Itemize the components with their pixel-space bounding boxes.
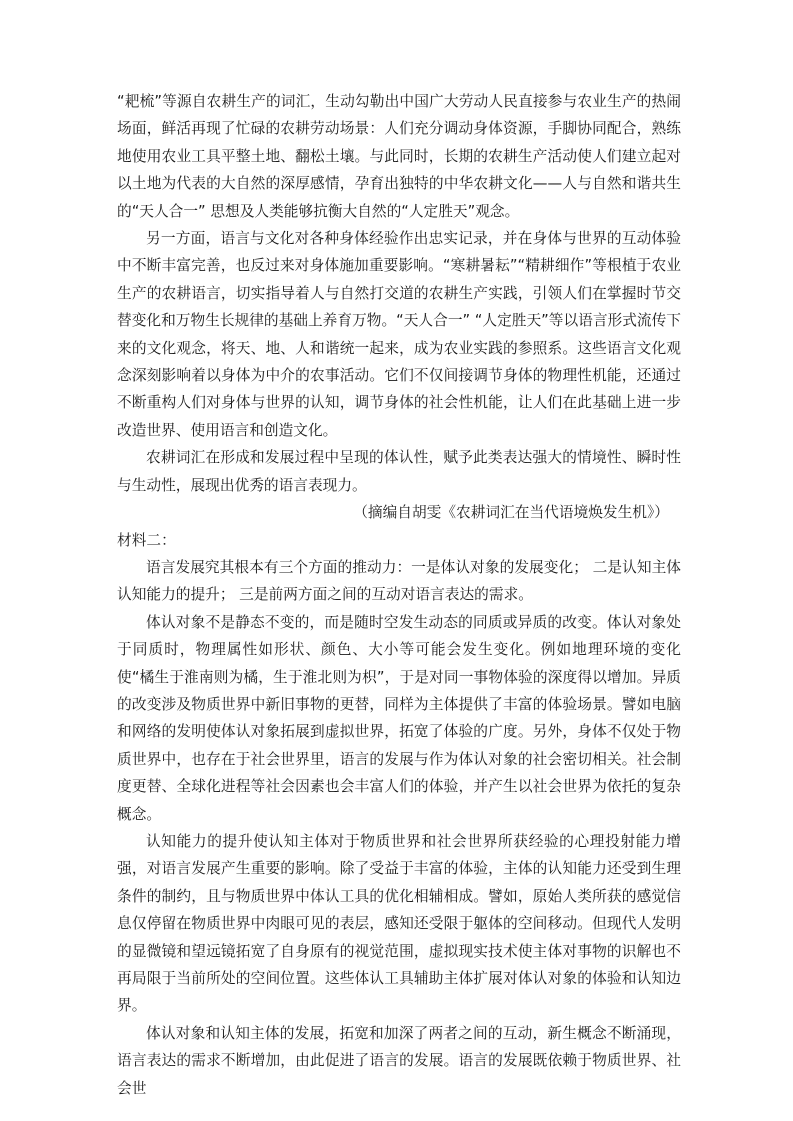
paragraph-object-change: 体认对象不是静态不变的，而是随时空发生动态的同质或异质的改变。体认对象处于同质时，物理属性如形状、颜色、大小等可能会发生变化。例如地理环境的变化使“橘生于淮南则为橘，生于淮北则为枳”，于是对同一事物体验的深度得以增加。异质的改变涉及物质世界中新旧事物的更替，同样为主体提供了丰富的体验场景。譬如电脑和网络的发明使体认对象拓展到虚拟世界，拓宽了体验的广度。另外，身体不仅处于物质世界中，也存在于社会世界里，语言的发展与作为体认对象的社会密切相关。社会制度更替、全球化进程等社会因素也会丰富人们的体验，并产生以社会世界为依托的复杂概念。: [117, 613, 681, 823]
paragraph-language-culture: 另一方面，语言与文化对各种身体经验作出忠实记录，并在身体与世界的互动体验中不断丰富完善，也反过来对身体施加重要影响。“寒耕暑耘”“精耕细作”等根植于农业生产的农耕语言，切实指导着人与自然打交道的农耕生产实践，引领人们在掌握时节交替变化和万物生长规律的基础上养育万物。“天人合一” “人定胜天”等以语言形式流传下来的文化观念，将天、地、人和谐统一起来，成为农业实践的参照系。这些语言文化观念深刻影响着以身体为中介的农事活动。它们不仅间接调节身体的物理性机能，还通过不断重构人们对身体与世界的认知，调节身体的社会性机能，让人们在此基础上进一步改造世界、使用语言和创造文化。: [117, 230, 681, 439]
source-citation: （摘编自胡雯《农耕词汇在当代语境焕发生机》）: [353, 504, 669, 522]
material-two-heading: 材料二：: [117, 531, 176, 549]
paragraph-embodiment: 农耕词汇在形成和发展过程中呈现的体认性，赋予此类表达强大的情境性、瞬时性与生动性，展现出优秀的语言表现力。: [117, 449, 681, 494]
paragraph-farming-words: “耙梳”等源自农耕生产的词汇，生动勾勒出中国广大劳动人民直接参与农业生产的热闹场面，鲜活再现了忙碌的农耕劳动场景：人们充分调动身体资源，手脚协同配合，熟练地使用农业工具平整土地、翻松土壤。与此同时，长期的农耕生产活动使人们建立起对以土地为代表的大自然的深厚感情，孕育出独特的中华农耕文化——人与自然和谐共生的“天人合一” 思想及人类能够抗衡大自然的“人定胜天”观念。: [117, 93, 681, 220]
paragraph-driving-forces: 语言发展究其根本有三个方面的推动力：一是体认对象的发展变化； 二是认知主体认知能力的提升； 三是前两方面之间的互动对语言表达的需求。: [117, 558, 681, 604]
document-page: [117, 88, 681, 1102]
paragraph-cognitive-ability: 认知能力的提升使认知主体对于物质世界和社会世界所获经验的心理投射能力增强，对语言发展产生重要的影响。除了受益于丰富的体验，主体的认知能力还受到生理条件的制约，且与物质世界中体认工具的优化相辅相成。譬如，原始人类所获的感觉信息仅停留在物质世界中肉眼可见的表层，感知还受限于躯体的空间移动。但现代人发明的显微镜和望远镜拓宽了自身原有的视觉范围，虚拟现实技术使主体对事物的识解也不再局限于当前所处的空间位置。这些体认工具辅助主体扩展对体认对象的体验和认知边界。: [117, 832, 681, 1015]
paragraph-interaction: 体认对象和认知主体的发展，拓宽和加深了两者之间的互动，新生概念不断涌现，语言表达的需求不断增加，由此促进了语言的发展。语言的发展既依赖于物质世界、社会世: [117, 1024, 681, 1097]
